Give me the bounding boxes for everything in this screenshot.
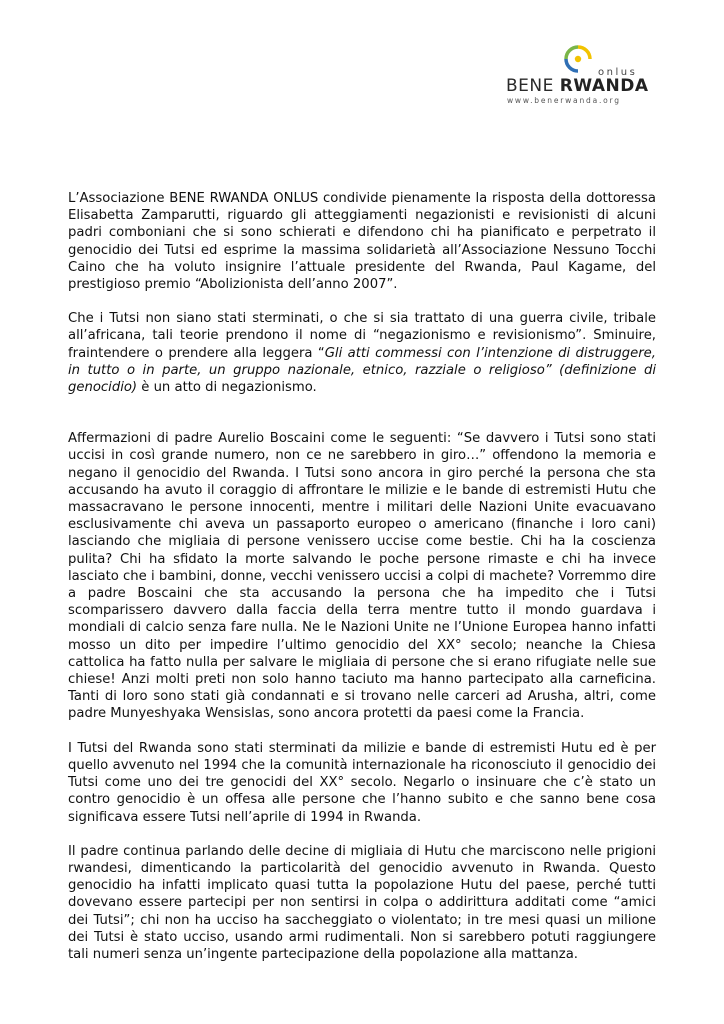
logo-name-light: BENE (506, 76, 554, 96)
paragraph-3: Affermazioni di padre Aurelio Boscaini come le seguenti: “Se davvero i Tutsi sono stati uccisi in così grande numero, non ce ne sarebbero in giro…” offendono la memoria e negano il genocidio del Rwanda. I Tutsi sono ancora in giro perché la persona che sta accusando ha avuto il coraggio di affrontare le milizie e le bande di estremisti Hutu che massacravano le persone innocenti, mentre i militari delle Nazioni Unite evacuavano esclusivamente chi aveva un passaporto europeo o americano (financhе i loro cani) lasciando che migliaia di persone venissero uccise come bestie. Chi ha la coscienza pulita? Chi ha sfidato la morte salvando le poche persone rimaste e chi ha invece lasciato che i bambini, donne, vecchi venissero uccisi a colpi di machete? Vorremmo dire a padre Boscaini che sta accusando la persona che ha impedito che i Tutsi scomparissero davvero dalla faccia della terra mentre tutto il mondo guardava i mondiali di calcio senza fare nulla. Ne le Nazioni Unite ne l’Unione Europea hanno infatti mosso un dito per impedire l’ultimo genocidio del XX° secolo; neanche la Chiesa cattolica ha fatto nulla per salvare le migliaia di persone che si erano rifugiate nelle sue chiese! Anzi molti preti non solo hanno taciuto ma hanno partecipato alla carneficina. Tanti di loro sono stati già condannati e si trovano nelle carceri ad Arusha, altri, come padre Munyeshyaka Wensislas, sono ancora protetti da paesi come la Francia. (68, 431, 656, 722)
genocide-definition: Gli atti commessi con l’intenzione di distruggere, in tutto o in parte, un gruppo nazionale, etnico, razziale o religioso” (definizione di genocidio) (68, 345, 656, 396)
paragraph-2-start: Che i Tutsi non siano stati sterminati, o che si sia trattato di una guerra civile, tribale all’africana, tali teorie prendono il nome di “negazionismo e revisionismo”. Sminuire, fraintendere o prendere alla leggera “ (68, 311, 656, 361)
letter-body (68, 190, 656, 963)
logo-url: www.benerwanda.org (507, 96, 621, 105)
logo-circle-icon (562, 44, 594, 74)
paragraph-5: Il padre continua parlando delle decine di migliaia di Hutu che marciscono nelle prigioni rwandesi, dimenticando la particolarità del genocidio avvenuto in Rwanda. Questo genocidio ha infatti implicato quasi tutta la popolazione Hutu del paese, perché tutti dovevano essere partecipi per non sentirsi in colpa o addirittura additati come “amici dei Tutsi”; chi non ha ucciso ha saccheggiato o violentato; in tre mesi quasi un milione dei Tutsi è stato ucciso, usando armi rudimentali. Non si sarebbero potuti raggiungere tali numeri senza un’ingente partecipazione della popolazione alla mattanza. (68, 843, 656, 962)
paragraph-2 (68, 310, 656, 396)
paragraph-4: I Tutsi del Rwanda sono stati sterminati da milizie e bande di estremisti Hutu ed è per quello avvenuto nel 1994 che la comunità internazionale ha riconosciuto il genocidio dei Tutsi come uno dei tre genocidi del XX° secolo. Negarlo o insinuare che c’è stato un contro genocidio è un offesa alle persone che l’hanno subito e che sanno bene cosa significava essere Tutsi nell’aprile di 1994 in Rwanda. (68, 740, 656, 825)
logo-name-bold: RWANDA (559, 76, 649, 96)
paragraph-1: L’Associazione BENE RWANDA ONLUS condivide pienamente la risposta della dottoressa Elisabetta Zamparutti, riguardo gli atteggiamenti negazionisti e revisionisti di alcuni padri comboniani che si sono schierati e difendono chi ha pianificato e perpetrato il genocidio dei Tutsi ed esprime la massima solidarietà all’Associazione Nessuno Tocchi Caino che ha voluto insignire l’attuale presidente del Rwanda, Paul Kagame, del prestigioso premio “Abolizionista dell’anno 2007”. (68, 191, 656, 293)
logo-onlus-text: onlus (598, 67, 638, 78)
bene-rwanda-logo (506, 44, 656, 106)
paragraph-2-end: è un atto di negazionismo. (137, 380, 317, 396)
logo-wordmark (506, 76, 649, 96)
